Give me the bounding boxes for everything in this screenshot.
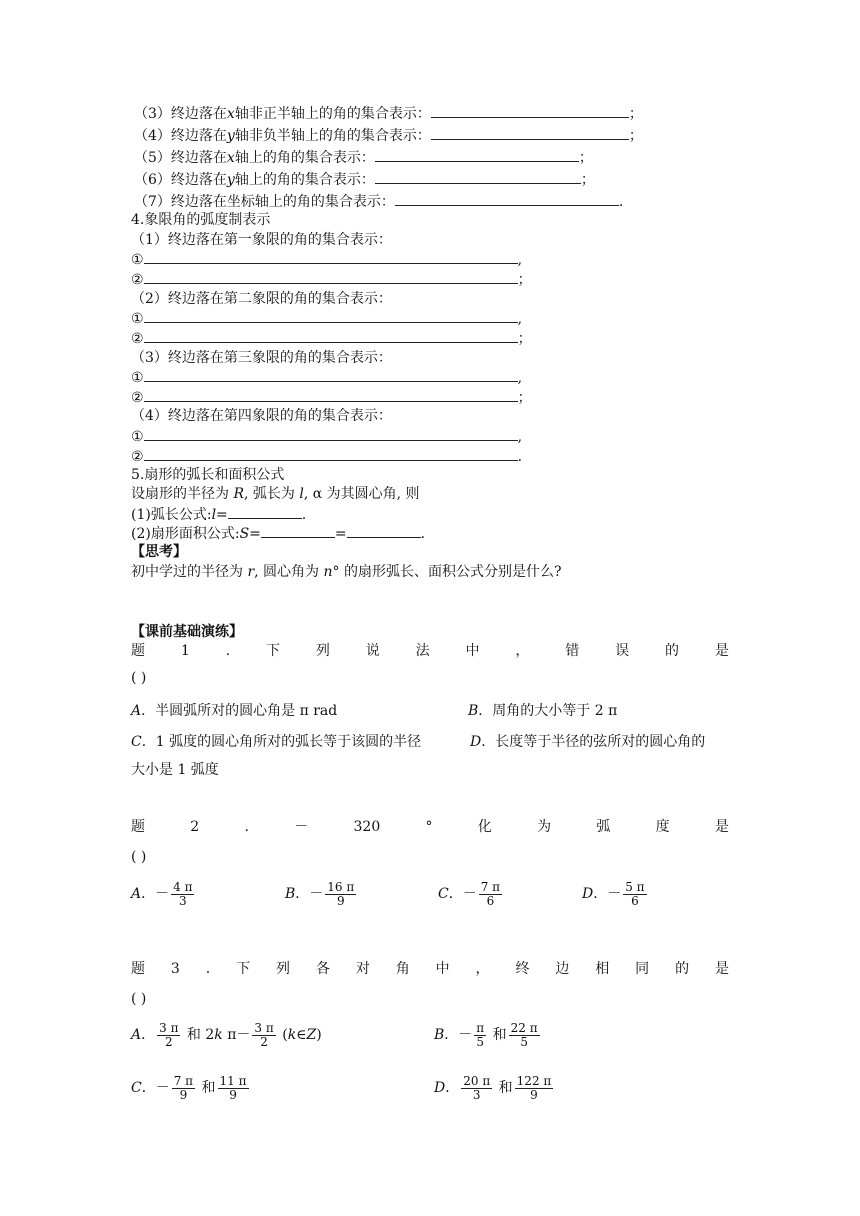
punct: . <box>517 449 523 465</box>
denominator: 6 <box>631 893 639 908</box>
punct: ； <box>628 128 643 144</box>
item-text: 终边落在 <box>170 150 227 166</box>
denominator: 9 <box>336 893 345 908</box>
quadrant-2-line-1 <box>131 309 522 328</box>
answer-blank[interactable] <box>144 309 518 323</box>
quadrant-4-line-1 <box>131 427 522 446</box>
numerator: π <box>476 1020 485 1035</box>
q1-option-d-cont: 大小是 1 弧度 <box>131 762 219 778</box>
text: 初中学过的半径为 <box>131 564 248 580</box>
text: , 弧长为 <box>244 486 300 502</box>
sector-intro <box>131 485 420 503</box>
answer-blank[interactable] <box>375 170 581 184</box>
denominator: 9 <box>179 1087 188 1102</box>
item-text: 终边落在坐标轴上的角的集合表示： <box>170 194 395 210</box>
fraction <box>172 1075 195 1102</box>
option-letter: D <box>470 734 482 750</box>
denominator: 5 <box>520 1034 528 1049</box>
punct: . <box>618 194 624 210</box>
option-text: ∈ <box>296 1027 307 1043</box>
option-text: ．长度等于半径的弦所对的圆心角的 <box>481 734 706 750</box>
token: 3 <box>170 961 180 977</box>
item-number: （5） <box>134 150 171 166</box>
token: 角 <box>395 961 410 977</box>
token: － <box>294 819 309 835</box>
denominator: 5 <box>476 1034 485 1049</box>
punct: , <box>517 311 523 327</box>
item-number: （7） <box>134 194 171 210</box>
option-letter: B <box>285 886 296 902</box>
circled-two: ② <box>131 331 144 347</box>
item-number: （3） <box>134 106 171 122</box>
circled-one: ① <box>131 370 144 386</box>
question-3-answer-paren[interactable]: ( ) <box>131 991 147 1007</box>
token: 中 <box>435 961 450 977</box>
text: = <box>334 526 347 542</box>
answer-blank[interactable] <box>431 126 629 140</box>
q2-option-a[interactable] <box>131 879 196 909</box>
item-text: 轴上的角的集合表示： <box>234 150 375 166</box>
var-x: x <box>226 106 235 122</box>
punct: , <box>517 252 523 268</box>
answer-blank[interactable] <box>261 524 335 538</box>
token: ， <box>475 961 490 977</box>
numerator: 11 π <box>219 1073 247 1088</box>
fraction <box>157 1022 180 1049</box>
var-k: k <box>287 1027 297 1043</box>
q3-option-c[interactable] <box>131 1073 251 1103</box>
punct: ； <box>578 150 593 166</box>
answer-blank[interactable] <box>144 329 518 343</box>
question-1-answer-paren[interactable]: ( ) <box>131 670 147 686</box>
quadrant-1-line-1 <box>131 250 522 269</box>
punct: , <box>517 429 523 445</box>
token: 法 <box>415 643 430 659</box>
answer-blank[interactable] <box>144 368 518 382</box>
token: 说 <box>365 643 380 659</box>
practice-heading: 【课前基础演练】 <box>131 624 243 640</box>
numerator: 7 π <box>480 879 501 894</box>
token: 1 <box>180 643 190 659</box>
answer-blank[interactable] <box>144 388 518 402</box>
circled-one: ① <box>131 311 144 327</box>
quadrant-4-label: （4）终边落在第四象限的角的集合表示： <box>131 408 392 424</box>
denominator: 2 <box>164 1034 173 1049</box>
option-text: 和 <box>197 1080 216 1096</box>
quadrant-1-label: （1）终边落在第一象限的角的集合表示： <box>131 232 392 248</box>
text: ° 的扇形弧长、面积公式分别是什么? <box>332 564 562 580</box>
token: ° <box>425 819 433 835</box>
punct: ； <box>517 390 532 406</box>
q3-option-b[interactable] <box>434 1020 542 1050</box>
numerator: 3 π <box>254 1020 274 1035</box>
token: 列 <box>315 643 330 659</box>
numerator: 22 π <box>510 1020 538 1035</box>
answer-blank[interactable] <box>347 524 421 538</box>
punct: ； <box>580 172 595 188</box>
token: 下 <box>266 643 280 659</box>
denominator: 9 <box>530 1087 538 1102</box>
option-text: 和 2 <box>182 1027 215 1043</box>
quadrant-4-line-2 <box>131 447 522 466</box>
q1-option-a[interactable] <box>131 702 337 720</box>
numerator: 5 π <box>625 879 645 894</box>
item-number: （4） <box>134 128 171 144</box>
token: 2 <box>190 819 200 835</box>
token: 各 <box>315 961 330 977</box>
option-text: ．1 弧度的圆心角所对的弧长等于该圆的半径 <box>141 734 422 750</box>
fraction <box>515 1075 554 1102</box>
option-text: ．－ <box>295 886 324 902</box>
option-letter: D <box>582 886 594 902</box>
option-text: 和 <box>488 1027 507 1043</box>
option-text: ．－ <box>444 1027 473 1043</box>
answer-blank[interactable] <box>144 250 518 264</box>
answer-blank[interactable] <box>228 505 302 519</box>
option-letter: A <box>131 703 142 719</box>
sector-area-formula <box>131 524 425 543</box>
text: (1)弧长公式: <box>131 507 212 523</box>
option-text: ．－ <box>593 886 622 902</box>
token: . <box>225 643 231 659</box>
q1-option-c[interactable] <box>131 733 421 751</box>
fraction <box>171 881 194 908</box>
option-letter: D <box>434 1080 446 1096</box>
item-text: 轴非正半轴上的角的集合表示： <box>234 106 431 122</box>
circled-two: ② <box>131 390 144 406</box>
option-text: ( <box>277 1027 288 1043</box>
option-text: ． <box>141 1027 156 1043</box>
answer-blank[interactable] <box>395 192 619 206</box>
quadrant-1-line-2 <box>131 270 532 289</box>
section-5-heading: 5.扇形的弧长和面积公式 <box>131 467 285 483</box>
fraction <box>509 1022 540 1049</box>
axis-item-7 <box>134 192 623 211</box>
token: 错 <box>565 643 580 659</box>
token: 度 <box>655 819 670 835</box>
denominator: 3 <box>178 893 187 908</box>
token: 题 <box>131 643 145 659</box>
fraction <box>325 881 356 908</box>
token: 320 <box>353 819 381 835</box>
q2-option-b[interactable] <box>285 879 358 909</box>
text: = <box>216 507 228 523</box>
token: 下 <box>236 961 251 977</box>
answer-blank[interactable] <box>431 104 629 118</box>
token: 题 <box>131 819 145 835</box>
answer-blank[interactable] <box>144 270 518 284</box>
question-3-stem <box>131 960 729 978</box>
q1-option-b[interactable] <box>468 702 617 720</box>
option-letter: C <box>131 1080 142 1096</box>
denominator: 3 <box>472 1087 481 1102</box>
item-text: 终边落在 <box>170 172 227 188</box>
token: 对 <box>355 961 370 977</box>
option-text: ．－ <box>141 886 170 902</box>
circled-two: ② <box>131 272 144 288</box>
fraction <box>479 881 502 908</box>
fraction <box>474 1022 486 1049</box>
denominator: 2 <box>260 1034 268 1049</box>
fraction <box>252 1022 275 1049</box>
option-letter: A <box>131 886 142 902</box>
token: 中 <box>465 643 480 659</box>
question-2-answer-paren[interactable]: ( ) <box>131 849 147 865</box>
q2-option-d[interactable] <box>582 879 649 909</box>
punct: , <box>517 370 523 386</box>
option-letter: C <box>131 734 142 750</box>
token: 弧 <box>596 819 611 835</box>
text: = <box>249 526 261 542</box>
token: ， <box>515 643 530 659</box>
axis-item-3 <box>134 104 643 123</box>
circled-one: ① <box>131 252 144 268</box>
think-question <box>131 563 562 581</box>
option-text: ) <box>316 1027 322 1043</box>
denominator: 6 <box>486 893 495 908</box>
item-number: （6） <box>134 172 171 188</box>
axis-item-5 <box>134 148 593 167</box>
answer-blank[interactable] <box>375 148 579 162</box>
option-text: ．半圆弧所对的圆心角是 π rad <box>141 703 338 719</box>
punct: ； <box>517 272 532 288</box>
numerator: 122 π <box>516 1073 552 1088</box>
option-letter: B <box>434 1027 445 1043</box>
option-letter: B <box>468 703 479 719</box>
quadrant-3-line-1 <box>131 368 522 387</box>
text: , 圆心角为 <box>254 564 324 580</box>
circled-one: ① <box>131 429 144 445</box>
token: 化 <box>477 819 492 835</box>
text: 设扇形的半径为 <box>131 486 234 502</box>
token: . <box>244 819 249 835</box>
token: 同 <box>635 961 650 977</box>
circled-two: ② <box>131 449 144 465</box>
section-4-heading: 4.象限角的弧度制表示 <box>131 212 271 228</box>
q3-option-d[interactable] <box>434 1073 555 1103</box>
numerator: 4 π <box>173 879 193 894</box>
var-y: y <box>226 128 235 144</box>
token: 的 <box>675 961 690 977</box>
fraction <box>461 1075 492 1102</box>
quadrant-2-label: （2）终边落在第二象限的角的集合表示： <box>131 291 392 307</box>
denominator: 9 <box>229 1087 237 1102</box>
axis-item-4 <box>134 126 643 145</box>
token: . <box>205 961 211 977</box>
punct: ； <box>517 331 532 347</box>
token: 终 <box>515 961 530 977</box>
option-text: π－ <box>222 1027 251 1043</box>
punct: . <box>420 526 426 542</box>
text: (2)扇形面积公式: <box>131 526 240 542</box>
var-R: R <box>233 486 244 502</box>
numerator: 3 π <box>159 1020 179 1035</box>
option-text: ．周角的大小等于 2 π <box>478 703 618 719</box>
item-text: 终边落在 <box>170 106 227 122</box>
option-letter: A <box>131 1027 142 1043</box>
token: 为 <box>537 819 552 835</box>
arc-length-formula <box>131 505 306 524</box>
option-letter: C <box>438 886 449 902</box>
var-l: l <box>299 486 304 502</box>
fraction <box>623 881 646 908</box>
option-text: ．－ <box>141 1080 170 1096</box>
var-y: y <box>226 172 235 188</box>
item-text: 轴上的角的集合表示： <box>234 172 375 188</box>
var-x: x <box>226 150 235 166</box>
q1-option-d[interactable] <box>470 733 705 751</box>
punct: . <box>301 507 307 523</box>
question-2-stem <box>131 818 729 836</box>
option-text: ． <box>445 1080 460 1096</box>
quadrant-3-label: （3）终边落在第三象限的角的集合表示： <box>131 350 392 366</box>
var-n: n <box>323 564 333 580</box>
token: 边 <box>555 961 570 977</box>
var-Z: Z <box>306 1027 317 1043</box>
option-text: ．－ <box>448 886 477 902</box>
axis-item-6 <box>134 170 595 189</box>
var-S: S <box>239 526 250 542</box>
token: 误 <box>615 643 630 659</box>
token: 的 <box>665 643 679 659</box>
item-text: 轴非负半轴上的角的集合表示： <box>234 128 431 144</box>
text: , α 为其圆心角, 则 <box>303 486 420 502</box>
token: 是 <box>714 819 729 835</box>
var-k: k <box>214 1027 223 1043</box>
numerator: 20 π <box>463 1073 491 1088</box>
punct: ； <box>628 106 643 122</box>
item-text: 终边落在 <box>170 128 227 144</box>
quadrant-3-line-2 <box>131 388 532 407</box>
answer-blank[interactable] <box>144 447 518 461</box>
question-1-stem <box>131 642 729 660</box>
fraction <box>218 1075 249 1102</box>
token: 是 <box>714 643 729 659</box>
option-text: 和 <box>494 1080 513 1096</box>
answer-blank[interactable] <box>144 427 518 441</box>
var-r: r <box>247 564 255 580</box>
token: 相 <box>595 961 610 977</box>
token: 列 <box>276 961 290 977</box>
q2-option-c[interactable] <box>438 879 504 909</box>
numerator: 7 π <box>173 1073 194 1088</box>
think-heading: 【思考】 <box>131 544 187 560</box>
var-l: l <box>211 507 217 523</box>
numerator: 16 π <box>327 879 355 894</box>
q3-option-a[interactable] <box>131 1020 322 1050</box>
token: 题 <box>131 961 145 977</box>
quadrant-2-line-2 <box>131 329 532 348</box>
token: 是 <box>714 961 729 977</box>
